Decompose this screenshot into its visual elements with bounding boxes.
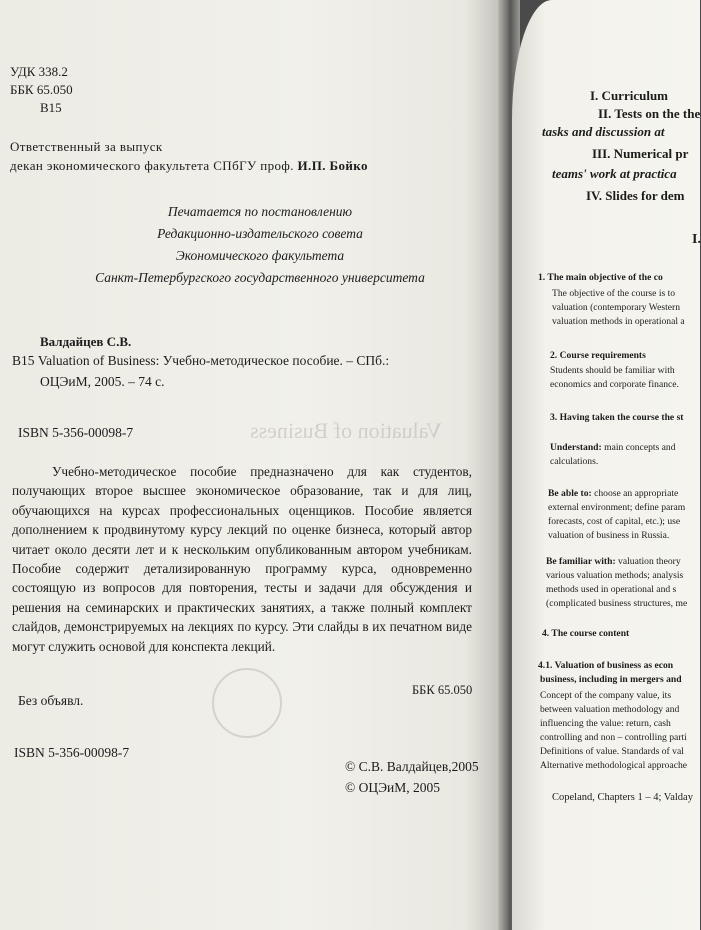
able-line [548, 488, 678, 500]
familiar-label: Be familiar with: [546, 556, 616, 567]
understand-text: main concepts and [604, 442, 676, 453]
bbk-code: ББК 65.050 [10, 82, 73, 97]
section-1-line: valuation methods in operational a [552, 316, 685, 327]
isbn-top: ISBN 5-356-00098-7 [18, 425, 134, 440]
printing-line: Редакционно-издательского совета [157, 226, 363, 241]
section-41-title: 4.1. Valuation of business as econ [538, 660, 674, 671]
annotation-text: Учебно-методическое пособие предназначено для как студентов, получающих второе высшее экономическое образование, так и для лиц, обучающихся на курсах профессиональных оценщиков. Пособие является дополнением к продвинутому курсу лекций по оценке бизнеса, который автор читает около десяти лет и к нескольким опубликованным автором учебникам. Пособие содержит детализированную программу курса, одновременно состоящую из вопросов для повторения, тесты и задачи для обсуждения и решения на семинарских и практических занятиях, а также полный комплект слайдов, демонстрируемых на лекциях по курсу. Эти слайды в их печатном виде могут служить основой для конспекта лекций. [12, 464, 472, 654]
familiar-line: various valuation methods; analysis [546, 570, 684, 581]
able-line: forecasts, cost of capital, etc.); use [548, 516, 681, 527]
understand-line: calculations. [550, 456, 599, 467]
able-line: valuation of business in Russia. [548, 530, 670, 541]
printing-line: Санкт-Петербургского государственного университета [95, 270, 425, 285]
toc-item: tasks and discussion at [542, 124, 665, 139]
copyright-author: © С.В. Валдайцев,2005 [345, 759, 479, 774]
able-label: Be able to: [548, 488, 592, 499]
familiar-line: (complicated business structures, me [546, 598, 688, 609]
bbk-bottom: ББК 65.050 [412, 683, 473, 697]
able-line: external environment; define param [548, 502, 686, 513]
udk-code: УДК 338.2 [10, 64, 68, 79]
section-41-title: business, including in mergers and [540, 674, 682, 685]
toc-item: I. Curriculum [590, 88, 668, 103]
section-41-line: influencing the value: return, cash [540, 718, 671, 729]
toc-item: III. Numerical pr [592, 146, 689, 161]
understand-label: Understand: [550, 442, 602, 453]
cipher-code: В15 [40, 100, 62, 115]
familiar-text: valuation theory [618, 556, 681, 567]
library-stamp [212, 668, 282, 738]
responsible-label: Ответственный за выпуск [10, 139, 163, 154]
reference-line: Copeland, Chapters 1 – 4; Valday [552, 792, 693, 803]
section-1-title: 1. The main objective of the co [538, 272, 663, 283]
section-41-line: Alternative methodological approache [540, 760, 688, 771]
section-heading: I. [692, 232, 701, 247]
able-text: choose an appropriate [594, 488, 679, 499]
section-41-line: between valuation methodology and [540, 704, 680, 715]
section-41-line: Definitions of value. Standards of val [540, 746, 684, 757]
bibliographic-line-1: В15 Valuation of Business: Учебно-методическое пособие. – СПб.: [12, 353, 390, 368]
responsible-person [10, 158, 368, 174]
printing-line: Печатается по постановлению [167, 204, 353, 219]
bibliographic-line-2: ОЦЭиМ, 2005. – 74 с. [40, 374, 165, 389]
printing-authorization [20, 201, 500, 289]
section-3-title: 3. Having taken the course the st [550, 412, 684, 423]
isbn-bottom: ISBN 5-356-00098-7 [14, 745, 130, 760]
bleed-through-title: Valuation of Business [250, 418, 442, 443]
responsible-position: декан экономического факультета СПбГУ проф. [10, 158, 294, 173]
section-1-line: valuation (contemporary Western [552, 302, 680, 313]
no-announcement: Без объявл. [18, 693, 84, 708]
author-name: Валдайцев С.В. [40, 334, 132, 349]
section-41-line: Concept of the company value, its [540, 690, 672, 701]
section-2-line: economics and corporate finance. [550, 379, 679, 390]
understand-line [550, 442, 676, 454]
familiar-line: methods used in operational and s [546, 584, 677, 595]
copyright-org: © ОЦЭиМ, 2005 [345, 780, 441, 795]
section-1-line: The objective of the course is to [552, 288, 676, 299]
toc-item: IV. Slides for dem [586, 188, 685, 203]
toc-item: teams' work at practica [552, 166, 677, 181]
toc-item: II. Tests on the the [598, 106, 701, 121]
responsible-name: И.П. Бойко [297, 158, 368, 173]
printing-line: Экономического факультета [175, 248, 345, 263]
section-4-title: 4. The course content [542, 628, 630, 639]
familiar-line [546, 556, 681, 568]
section-2-title: 2. Course requirements [550, 350, 646, 361]
right-page [512, 0, 700, 930]
section-41-line: controlling and non – controlling parti [540, 732, 687, 743]
section-2-line: Students should be familiar with [550, 365, 675, 376]
